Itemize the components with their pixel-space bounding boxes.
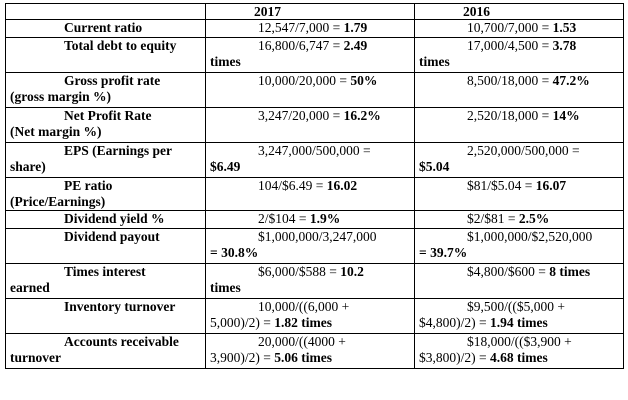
value-line: [210, 280, 410, 296]
value-line: [210, 73, 410, 89]
ratio-label: Gross profit rate: [64, 73, 161, 88]
value-2017-cell: [206, 143, 415, 178]
ratio-label: Dividend yield %: [64, 211, 165, 226]
value-line: [210, 264, 410, 280]
formula-text: $2/$81 =: [467, 211, 519, 226]
table-row: [6, 334, 624, 369]
result-value: 8 times: [549, 264, 591, 279]
ratio-label: Inventory turnover: [64, 299, 176, 314]
value-line: [210, 299, 410, 315]
table-row: [6, 38, 624, 73]
ratio-label-cell: [6, 229, 206, 264]
formula-text: 10,000/((6,000 +: [258, 299, 350, 314]
result-value: $6.49: [210, 159, 241, 174]
value-2017-cell: [206, 229, 415, 264]
ratio-table: [5, 3, 624, 369]
result-value: 47.2%: [552, 73, 590, 88]
value-2016-cell: [415, 299, 624, 334]
value-line: [419, 143, 619, 159]
value-2016-cell: [415, 264, 624, 299]
value-line: [210, 20, 410, 36]
ratio-label-cell: [6, 73, 206, 108]
ratio-label-continued: earned: [10, 280, 50, 295]
formula-text: 17,000/4,500 =: [467, 38, 553, 53]
result-value: 16.07: [535, 178, 567, 193]
ratio-label-cell: [6, 211, 206, 229]
value-line: [210, 108, 410, 124]
ratio-label-continued: (Price/Earnings): [10, 194, 106, 209]
ratio-label: Current ratio: [64, 20, 143, 35]
value-2016-cell: [415, 143, 624, 178]
result-value: 1.9%: [309, 211, 341, 226]
value-2017-cell: [206, 334, 415, 369]
value-line: [419, 350, 619, 366]
ratio-label-cell: [6, 20, 206, 38]
ratio-label: EPS (Earnings per: [64, 143, 173, 158]
formula-text: $1,000,000/$2,520,000: [467, 229, 593, 244]
ratio-label-cell: [6, 143, 206, 178]
value-line: [419, 108, 619, 124]
result-value: 10.2: [340, 264, 364, 279]
value-line: [419, 299, 619, 315]
value-line: [210, 350, 410, 366]
formula-text: 16,800/6,747 =: [258, 38, 344, 53]
formula-text: 2/$104 =: [258, 211, 310, 226]
ratio-label-cell: [6, 299, 206, 334]
value-2016-cell: [415, 38, 624, 73]
value-line: [419, 245, 619, 261]
value-line: [210, 159, 410, 175]
formula-text: 3,247,000/500,000 =: [258, 143, 371, 158]
formula-text: 2,520/18,000 =: [467, 108, 553, 123]
ratio-label-cell: [6, 178, 206, 211]
ratio-table-body: [6, 20, 624, 369]
value-2017-cell: [206, 299, 415, 334]
ratio-label-cell: [6, 334, 206, 369]
formula-text: $4,800/$600 =: [467, 264, 550, 279]
ratio-label: Total debt to equity: [64, 38, 177, 53]
table-row: [6, 299, 624, 334]
result-value: 1.79: [343, 20, 368, 35]
value-line: [419, 229, 619, 245]
ratio-label-continued: (Net margin %): [10, 124, 102, 139]
formula-text: $3,800)/2) =: [419, 350, 490, 365]
formula-text: $81/$5.04 =: [467, 178, 536, 193]
value-line: [419, 38, 619, 54]
value-line: [419, 159, 619, 175]
value-line: [210, 211, 410, 227]
value-line: [419, 20, 619, 36]
result-value: 3.78: [552, 38, 577, 53]
table-row: [6, 20, 624, 38]
table-header-row: [6, 4, 624, 20]
result-value: 2.49: [343, 38, 368, 53]
formula-text: 10,000/20,000 =: [258, 73, 351, 88]
result-value: = 30.8%: [210, 245, 259, 260]
value-line: [419, 54, 619, 70]
value-line: [210, 315, 410, 331]
ratio-label: Times interest: [64, 264, 146, 279]
formula-text: $1,000,000/3,247,000: [258, 229, 377, 244]
value-line: [210, 38, 410, 54]
ratio-label-cell: [6, 108, 206, 143]
ratio-label-continued: share): [10, 159, 46, 174]
value-line: [419, 334, 619, 350]
formula-text: 5,000)/2) =: [210, 315, 275, 330]
ratio-label: PE ratio: [64, 178, 113, 193]
formula-text: 3,247/20,000 =: [258, 108, 344, 123]
formula-text: $18,000/(($3,900 +: [467, 334, 572, 349]
result-value: times: [419, 54, 450, 69]
header-year-2017: 2017: [206, 4, 415, 20]
value-line: [210, 54, 410, 70]
header-year-2016: 2016: [415, 4, 624, 20]
value-2017-cell: [206, 178, 415, 211]
table-row: [6, 108, 624, 143]
result-value: $5.04: [419, 159, 450, 174]
value-2016-cell: [415, 178, 624, 211]
result-value: 14%: [552, 108, 580, 123]
result-value: 1.82 times: [274, 315, 332, 330]
result-value: times: [210, 54, 241, 69]
value-2016-cell: [415, 229, 624, 264]
result-value: 5.06 times: [274, 350, 332, 365]
table-row: [6, 178, 624, 211]
table-row: [6, 229, 624, 264]
value-line: [210, 334, 410, 350]
formula-text: $9,500/(($5,000 +: [467, 299, 565, 314]
table-row: [6, 73, 624, 108]
ratio-label: Accounts receivable: [64, 334, 179, 349]
value-line: [419, 178, 619, 194]
ratio-label-continued: (gross margin %): [10, 89, 111, 104]
formula-text: 3,900)/2) =: [210, 350, 275, 365]
ratio-label-cell: [6, 264, 206, 299]
value-2017-cell: [206, 73, 415, 108]
formula-text: 2,520,000/500,000 =: [467, 143, 580, 158]
formula-text: $4,800)/2) =: [419, 315, 490, 330]
value-line: [419, 264, 619, 280]
formula-text: 12,547/7,000 =: [258, 20, 344, 35]
value-line: [419, 315, 619, 331]
result-value: 4.68 times: [489, 350, 548, 365]
value-line: [210, 229, 410, 245]
result-value: 16.02: [326, 178, 358, 193]
table-row: [6, 143, 624, 178]
header-label-cell: [6, 4, 206, 20]
value-2017-cell: [206, 211, 415, 229]
result-value: 2.5%: [518, 211, 550, 226]
value-line: [210, 178, 410, 194]
result-value: 50%: [350, 73, 378, 88]
formula-text: 10,700/7,000 =: [467, 20, 553, 35]
table-row: [6, 211, 624, 229]
formula-text: 8,500/18,000 =: [467, 73, 553, 88]
value-2016-cell: [415, 20, 624, 38]
ratio-label: Net Profit Rate: [64, 108, 152, 123]
result-value: 16.2%: [343, 108, 381, 123]
value-line: [210, 143, 410, 159]
value-2017-cell: [206, 108, 415, 143]
ratio-label: Dividend payout: [64, 229, 160, 244]
value-2017-cell: [206, 264, 415, 299]
value-2016-cell: [415, 73, 624, 108]
value-2016-cell: [415, 211, 624, 229]
ratio-label-continued: turnover: [10, 350, 61, 365]
value-line: [419, 73, 619, 89]
value-line: [210, 245, 410, 261]
result-value: = 39.7%: [419, 245, 468, 260]
value-2016-cell: [415, 108, 624, 143]
formula-text: $6,000/$588 =: [258, 264, 341, 279]
table-row: [6, 264, 624, 299]
value-line: [419, 211, 619, 227]
result-value: times: [210, 280, 241, 295]
value-2017-cell: [206, 38, 415, 73]
formula-text: 20,000/((4000 +: [258, 334, 346, 349]
value-2016-cell: [415, 334, 624, 369]
result-value: 1.94 times: [489, 315, 548, 330]
result-value: 1.53: [552, 20, 577, 35]
ratio-label-cell: [6, 38, 206, 73]
formula-text: 104/$6.49 =: [258, 178, 327, 193]
value-2017-cell: [206, 20, 415, 38]
